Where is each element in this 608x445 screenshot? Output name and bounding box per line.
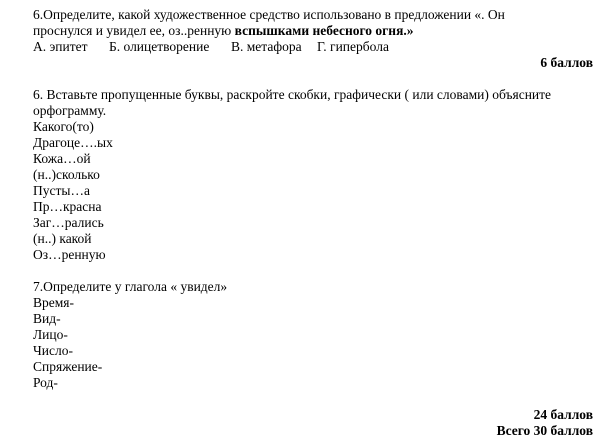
word-item: Заг…рались bbox=[33, 215, 104, 230]
option-b: Б. олицетворение bbox=[109, 39, 210, 54]
q7-item: Спряжение- bbox=[33, 359, 103, 374]
q6a-line2 bbox=[33, 23, 593, 39]
q7-item: Число- bbox=[33, 343, 73, 358]
q6a-line2-plain: проснулся и увидел ее, оз..ренную bbox=[33, 23, 235, 38]
q6a-line1: 6.Определите, какой художественное средство использовано в предложении «. Он bbox=[33, 7, 505, 22]
worksheet bbox=[33, 7, 593, 439]
option-a: А. эпитет bbox=[33, 39, 88, 54]
total-score: Всего 30 баллов bbox=[496, 423, 593, 438]
q6a-options bbox=[33, 39, 593, 55]
q6a-line2-bold: вспышками небесного огня.» bbox=[234, 23, 414, 38]
word-item: Пусты…а bbox=[33, 183, 90, 198]
word-item: Кожа…ой bbox=[33, 151, 91, 166]
option-c: В. метафора bbox=[231, 39, 302, 54]
word-item: Драгоце….ых bbox=[33, 135, 113, 150]
q6a-score: 6 баллов bbox=[540, 55, 593, 70]
q7-item: Вид- bbox=[33, 311, 61, 326]
word-item: Пр…красна bbox=[33, 199, 102, 214]
word-item: (н..) какой bbox=[33, 231, 92, 246]
q7-item: Род- bbox=[33, 375, 58, 390]
q7-item: Время- bbox=[33, 295, 74, 310]
option-d: Г. гипербола bbox=[317, 39, 389, 54]
spacer bbox=[33, 71, 593, 87]
word-item: (н..)сколько bbox=[33, 167, 100, 182]
q6b-line2: орфограмму. bbox=[33, 103, 107, 118]
word-item: Какого(то) bbox=[33, 119, 94, 134]
spacer bbox=[33, 263, 593, 279]
word-item: Оз…ренную bbox=[33, 247, 106, 262]
q7-score: 24 баллов bbox=[533, 407, 593, 422]
spacer bbox=[33, 391, 593, 407]
q7-title: 7.Определите у глагола « увидел» bbox=[33, 279, 228, 294]
q6b-line1: 6. Вставьте пропущенные буквы, раскройте скобки, графически ( или словами) объясните bbox=[33, 87, 552, 102]
q7-item: Лицо- bbox=[33, 327, 68, 342]
